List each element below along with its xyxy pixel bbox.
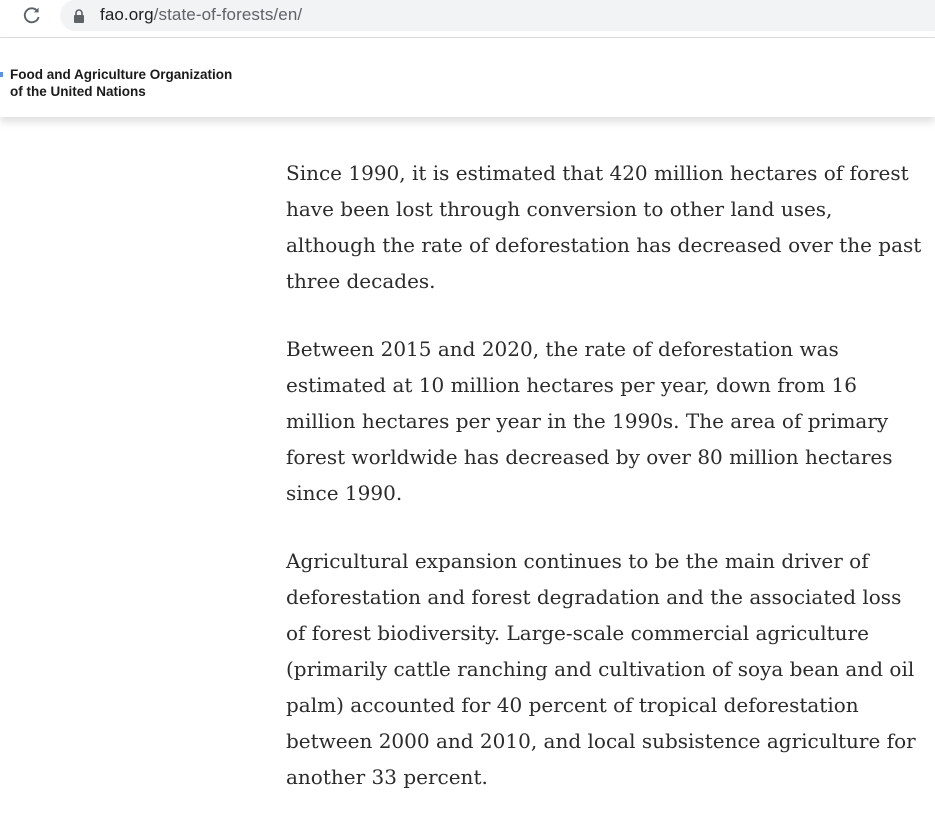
url-domain: fao.org xyxy=(100,5,154,24)
article-body xyxy=(286,155,926,827)
browser-toolbar xyxy=(0,0,935,33)
article-paragraph: Between 2015 and 2020, the rate of deforestation was estimated at 10 million hectares per year, down from 16 million hectares per year in the 1990s. The area of primary forest worldwide has decreased by over 80 million hectares since 1990. xyxy=(286,337,893,505)
org-name-link[interactable] xyxy=(10,66,232,100)
org-name-line2: of the United Nations xyxy=(10,84,146,99)
url-text[interactable] xyxy=(100,5,302,25)
article-paragraph: Since 1990, it is estimated that 420 million hectares of forest have been lost through conversion to other land uses, although the rate of deforestation has decreased over the past three decades. xyxy=(286,161,922,293)
address-bar[interactable] xyxy=(60,0,935,31)
site-header xyxy=(0,38,935,117)
fao-logo-fragment[interactable] xyxy=(0,72,3,77)
article-paragraph: Agricultural expansion continues to be the main driver of deforestation and forest degradation and the associated loss of forest biodiversity. Large-scale commercial agriculture (primarily cattle ranching and cultivation of soya bean and oil palm) accounted for 40 percent of tropical deforestation between 2000 and 2010, and local subsistence agriculture for another 33 percent. xyxy=(286,549,916,789)
lock-icon[interactable] xyxy=(73,9,85,23)
url-path: /state-of-forests/en/ xyxy=(153,5,303,24)
reload-icon[interactable] xyxy=(22,5,42,25)
org-name-line1: Food and Agriculture Organization xyxy=(10,67,233,82)
